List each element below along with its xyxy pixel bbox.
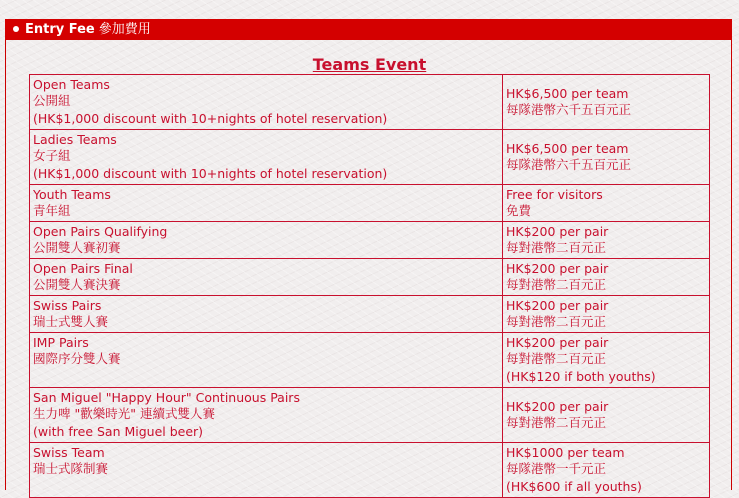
event-cell [30,296,503,333]
fee-zh: 每隊港幣六千五百元正 [506,157,632,172]
event-name-zh: 瑞士式隊制賽 [33,461,109,476]
event-cell [30,75,503,130]
event-note: (HK$1,000 discount with 10+nights of hotel reservation) [33,111,388,126]
event-cell [30,259,503,296]
fee-en: HK$200 per pair [506,335,609,350]
fee-note: (HK$600 if all youths) [506,479,642,494]
event-note: (HK$1,000 discount with 10+nights of hotel reservation) [33,166,388,181]
fee-en: HK$6,500 per team [506,86,629,101]
fee-zh: 每對港幣二百元正 [506,240,607,255]
event-cell [30,443,503,498]
event-cell [30,333,503,388]
event-cell [30,130,503,185]
fee-cell [503,75,710,130]
event-name-en: San Miguel "Happy Hour" Continuous Pairs [33,390,300,405]
fee-en: HK$200 per pair [506,298,609,313]
fee-zh: 每對港幣二百元正 [506,314,607,329]
event-name-zh: 生力啤 "歡樂時光" 連續式雙人賽 [33,406,215,421]
fee-cell [503,222,710,259]
table-row [30,130,710,185]
fee-zh: 每對港幣二百元正 [506,415,607,430]
fee-cell [503,259,710,296]
fee-table [29,74,710,498]
event-cell [30,388,503,443]
fee-en: Free for visitors [506,187,603,202]
fee-note: (HK$120 if both youths) [506,369,656,384]
event-name-zh: 公開組 [33,93,71,108]
fee-cell [503,443,710,498]
event-name-zh: 青年組 [33,203,71,218]
fee-zh: 免費 [506,203,532,218]
event-name-zh: 國際序分雙人賽 [33,351,121,366]
table-row [30,185,710,222]
fee-zh: 每對港幣二百元正 [506,277,607,292]
fee-cell [503,388,710,443]
fee-cell [503,130,710,185]
table-row [30,443,710,498]
header-title-en: Entry Fee [25,22,95,37]
fee-en: HK$200 per pair [506,261,609,276]
event-name-en: Swiss Team [33,445,105,460]
event-name-en: Open Teams [33,77,110,92]
bullet-icon [13,26,19,32]
fee-zh: 每對港幣二百元正 [506,351,607,366]
event-name-zh: 瑞士式雙人賽 [33,314,109,329]
fee-cell [503,333,710,388]
event-name-zh: 女子組 [33,148,71,163]
table-row [30,388,710,443]
event-note: (with free San Miguel beer) [33,424,204,439]
fee-en: HK$200 per pair [506,224,609,239]
fee-en: HK$6,500 per team [506,141,629,156]
event-name-en: Ladies Teams [33,132,117,147]
fee-cell [503,185,710,222]
table-row [30,296,710,333]
table-row [30,222,710,259]
event-name-en: Swiss Pairs [33,298,102,313]
event-name-en: Open Pairs Qualifying [33,224,168,239]
entry-fee-header [5,19,732,40]
table-row [30,333,710,388]
table-row [30,75,710,130]
event-name-zh: 公開雙人賽決賽 [33,277,121,292]
fee-zh: 每隊港幣六千五百元正 [506,102,632,117]
table-row [30,259,710,296]
event-cell [30,222,503,259]
fee-cell [503,296,710,333]
event-name-en: Open Pairs Final [33,261,133,276]
event-name-zh: 公開雙人賽初賽 [33,240,121,255]
header-title-zh: 參加費用 [98,22,151,37]
section-title: Teams Event [312,55,427,74]
event-name-en: Youth Teams [33,187,111,202]
fee-en: HK$200 per pair [506,399,609,414]
fee-en: HK$1000 per team [506,445,625,460]
event-name-en: IMP Pairs [33,335,89,350]
fee-zh: 每隊港幣一千元正 [506,461,607,476]
event-cell [30,185,503,222]
